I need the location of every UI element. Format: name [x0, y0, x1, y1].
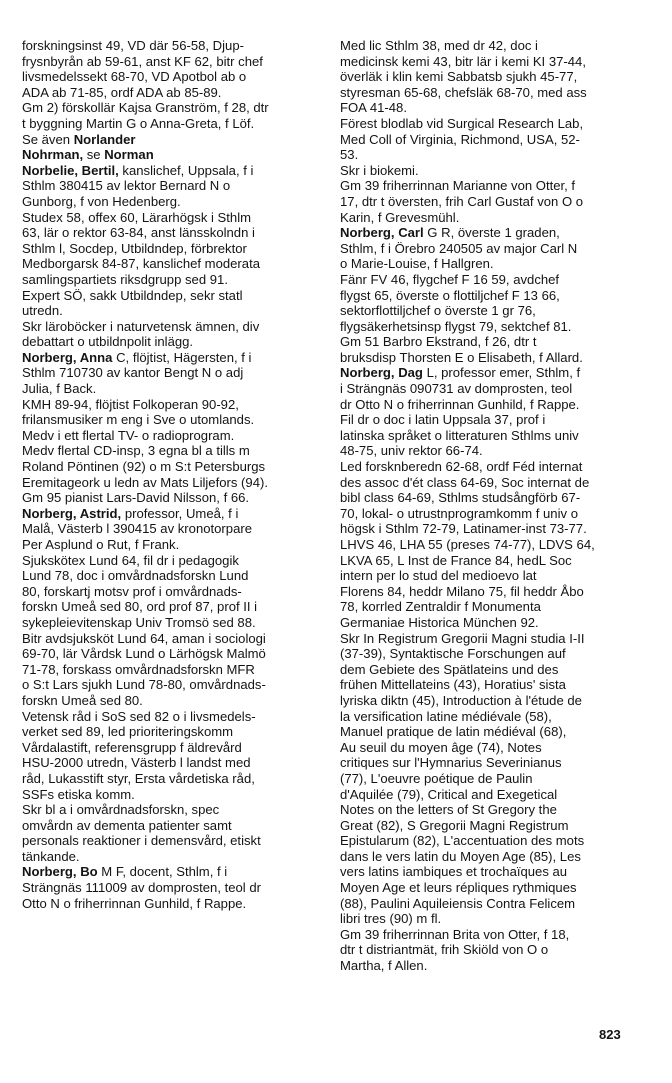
entry-nohrman [22, 147, 322, 163]
entry-body: se [83, 147, 105, 163]
entry-body: Se även [22, 131, 74, 147]
entry-heading: Norbelie, Bertil, [22, 162, 119, 178]
entry-heading: Norberg, Anna [22, 349, 113, 365]
cross-reference: Norlander [73, 131, 136, 147]
entry-body: professor, Umeå, f i Malå, Västerb l 390415 av kronotorpare Per Asplund o Rut, f Frank. Sjukskötex Lund 64, fil dr i pedagogik Lund 78, doc i omvårdnadsforskn Lund 80, forskartj motsv prof i omvårdnads- forskn Umeå sed 80, ord prof 87, prof II i sykepleievitenskap Univ Tromsö sed 88. Bitr avdsjuksköt Lund 64, aman i sociologi 69-70, lär Vårdsk Lund o Lärhögsk Malmö 71-78, forskass omvårdnadsforskn MFR o S:t Lars sjukh Lund 78-80, omvårdnads- forskn Umeå sed 80. Vetensk råd i SoS sed 82 o i livsmedels- verket sed 89, led prioriteringskomm Vårdalastift, referensgrupp f äldrevård HSU-2000 utredn, Västerb l landst med råd, Lukasstift styr, Ersta vårdetiska råd, SSFs etiska komm. Skr bl a i omvårdnadsforskn, spec omvårdn av dementa patienter samt personals reaktioner i demensvård, etiskt tänkande. [22, 505, 266, 864]
entry-body: G R, överste 1 graden, Sthlm, f i Örebro 240505 av major Carl N o Marie-Louise, f Hallgren. Fänr FV 46, flygchef F 16 59, avdchef flygst 65, överste o flottiljchef F 13 66, sektorflottiljchef o överste 1 gr 76, flygsäkerhetsinsp flygst 79, sektchef 81. Gm 51 Barbro Ekstrand, f 26, dtr t bruksdisp Thorsten E o Elisabeth, f Allard. [340, 225, 583, 365]
entry-norberg-anna [22, 350, 322, 506]
entry-body: L, professor emer, Sthlm, f i Strängnäs 090731 av domprosten, teol dr Otto N o friherrinnan Gunhild, f Rappe. Fil dr o doc i latin Uppsala 37, prof i latinska språket o litteraturen Sthlms univ 48-75, univ rektor 66-74. Led forsknberedn 62-68, ordf Féd internat des assoc d'ét class 64-69, Soc internat de bibl class 64-69, Sthlms studsångförb 67- 70, lokal- o utrustnprogramkomm f univ o högsk i Sthlm 72-79, Latinamer-inst 73-77. LHVS 46, LHA 55 (preses 74-77), LDVS 64, LKVA 65, L Inst de France 84, hedL Soc intern per lo stud del medioevo lat Florens 84, heddr Milano 75, fil heddr Åbo 78, korrled Zentraldir f Monumenta Germaniae Historica München 92. Skr In Registrum Gregorii Magni studia I-II (37-39), Syntaktische Forschungen auf dem Gebiete des Spätlateins und des frühen Mittellateins (43), Horatius' sista lyriska diktn (45), Introduction à l'étude de la versification latine médiévale (58), Manuel pratique de latin médiéval (68), Au seuil du moyen âge (74), Notes critiques sur l'Hymnarius Severinianus (77), L'oeuvre poétique de Paulin d'Aquilée (79), Critical and Exegetical Notes on the letters of St Gregory the Great (82), S Gregorii Magni Registrum Epistularum (82), L'accentuation des mots dans le vers latin du Moyen Age (85), Les vers latins iambiques et trochaïques au Moyen Age et leurs répliques rythmiques (88), Paulini Aquileiensis Contra Felicem libri tres (90) m fl. Gm 39 friherrinnan Brita von Otter, f 18, dtr t distriantmät, frih Skiöld von O o Martha, f Allen. [340, 365, 595, 974]
entry-heading: Norberg, Carl [340, 225, 424, 241]
entry-continuation [340, 38, 652, 225]
entry-body: Med lic Sthlm 38, med dr 42, doc i medicinsk kemi 43, bitr lär i kemi KI 37-44, överläk i klin kemi Sabbatsb sjukh 45-77, styresman 65-68, chefsläk 68-70, med ass FOA 41-48. Förest blodlab vid Surgical Research Lab, Med Coll of Virginia, Richmond, USA, 52- 53. Skr i biokemi. Gm 39 friherrinnan Marianne von Otter, f 17, dtr t översten, frih Carl Gustaf von O o Karin, f Grevesmühl. [340, 38, 587, 225]
left-column [22, 38, 322, 911]
entry-heading: Norberg, Dag [340, 365, 423, 381]
entry-heading: Norberg, Astrid, [22, 505, 122, 521]
entry-body: forskningsinst 49, VD där 56-58, Djup- frysnbyrån ab 59-61, anst KF 62, bitr chef livsmedelssekt 68-70, VD Apotbol ab o ADA ab 71-85, ordf ADA ab 85-89. Gm 2) förskollär Kajsa Granström, f 28, dtr t byggning Martin G o Anna-Greta, f Löf. [22, 38, 269, 131]
entry-body: M F, docent, Sthlm, f i Strängnäs 111009 av domprosten, teol dr Otto N o friherrinnan Gunhild, f Rappe. [22, 864, 261, 911]
entry-norberg-carl [340, 225, 652, 365]
entry-norberg-dag [340, 365, 652, 973]
entry-heading: Norberg, Bo [22, 864, 98, 880]
entry-continuation [22, 38, 322, 132]
entry-heading: Nohrman, [22, 147, 84, 163]
right-column [340, 38, 652, 974]
entry-body: C, flöjtist, Hägersten, f i Sthlm 710730 av kantor Bengt N o adj Julia, f Back. KMH 89-94, flöjtist Folkoperan 90-92, frilansmusiker m eng i Sve o utomlands. Medv i ett flertal TV- o radioprogram. Medv flertal CD-insp, 3 egna bl a tills m Roland Pöntinen (92) o m S:t Petersburgs Eremitageork u ledn av Mats Liljefors (94). Gm 95 pianist Lars-David Nilsson, f 66. [22, 349, 268, 506]
entry-see-also-norlander [22, 132, 322, 148]
entry-body: kanslichef, Uppsala, f i Sthlm 380415 av lektor Bernard N o Gunborg, f von Hedenberg. Studex 58, offex 60, Lärarhögsk i Sthlm 63, lär o rektor 63-84, anst länsskolndn i Sthlm l, Socdep, Utbildndep, förbrektor Medborgarsk 84-87, kanslichef moderata samlingspartiets riksdgrupp sed 91. Expert SÖ, sakk Utbildndep, sekr statl utredn. Skr läroböcker i naturvetensk ämnen, div debattart o utbildnpolit inlägg. [22, 162, 260, 350]
entry-norberg-astrid [22, 506, 322, 865]
page-number: 823 [599, 1027, 621, 1042]
entry-norbelie-bertil [22, 163, 322, 350]
cross-reference: Norman [104, 147, 154, 163]
entry-norberg-bo [22, 864, 322, 911]
